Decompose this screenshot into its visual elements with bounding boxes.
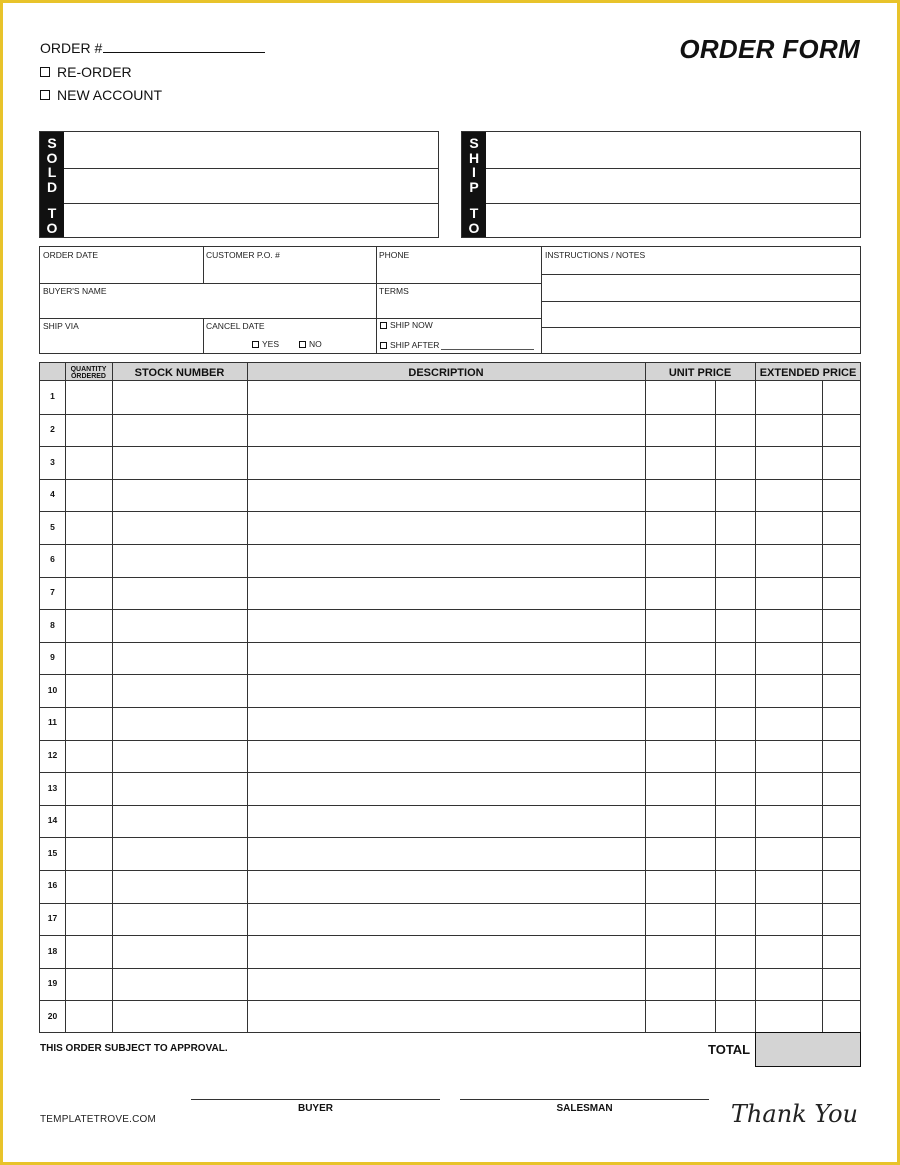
- ship-to-tab: [462, 132, 486, 237]
- row-divider: [40, 837, 860, 838]
- notes-line: [541, 301, 861, 302]
- extended-price-header: EXTENDED PRICE: [759, 366, 857, 379]
- instructions-label: INSTRUCTIONS / NOTES: [545, 250, 646, 260]
- row-divider: [40, 935, 860, 936]
- sold-to-letter: S: [47, 135, 57, 151]
- ship-to-letter: I: [472, 164, 476, 181]
- ship-now-option[interactable]: [380, 320, 433, 330]
- row-divider: [40, 577, 860, 578]
- row-number: 14: [47, 815, 58, 826]
- row-divider: [40, 968, 860, 969]
- row-divider: [40, 609, 860, 610]
- row-divider: [40, 740, 860, 741]
- row-divider: [40, 805, 860, 806]
- qty-header: [65, 363, 112, 382]
- terms-label: TERMS: [379, 286, 409, 296]
- new-account-label: NEW ACCOUNT: [57, 87, 162, 103]
- unit-price-header: UNIT PRICE: [668, 366, 732, 379]
- grid-line: [376, 247, 377, 353]
- row-divider: [40, 479, 860, 480]
- customer-po-label: CUSTOMER P.O. #: [206, 250, 280, 260]
- notes-line: [541, 327, 861, 328]
- no-option[interactable]: [299, 339, 322, 349]
- sold-to-letter: O: [46, 149, 58, 166]
- new-account-option[interactable]: [40, 87, 162, 103]
- order-number-label: ORDER #: [40, 40, 103, 56]
- table-body[interactable]: [39, 381, 861, 1033]
- row-number: 15: [47, 847, 58, 858]
- row-number: 16: [47, 880, 58, 891]
- row-divider: [40, 544, 860, 545]
- row-number: 6: [50, 554, 55, 565]
- row-number: 19: [47, 978, 58, 989]
- ship-after-label: SHIP AFTER: [390, 340, 440, 350]
- reorder-label: RE-ORDER: [57, 64, 132, 80]
- row-number: 4: [50, 489, 55, 500]
- new-account-checkbox[interactable]: [40, 90, 50, 100]
- grid-line: [40, 283, 541, 284]
- ship-now-label: SHIP NOW: [390, 320, 433, 330]
- sold-to-letter: O: [46, 219, 58, 236]
- row-number: 7: [50, 586, 55, 597]
- sold-to-line[interactable]: [64, 203, 438, 204]
- buyer-signature-line[interactable]: [191, 1099, 440, 1100]
- ship-to-letter: T: [469, 205, 479, 222]
- buyers-name-label: BUYER'S NAME: [43, 286, 107, 296]
- row-number: 3: [50, 456, 55, 467]
- total-field[interactable]: [755, 1032, 861, 1067]
- row-divider: [40, 772, 860, 773]
- sold-to-line[interactable]: [64, 168, 438, 169]
- row-number: 17: [47, 912, 58, 923]
- notes-line: [541, 274, 861, 275]
- row-number: 8: [50, 619, 55, 630]
- approval-note: THIS ORDER SUBJECT TO APPROVAL.: [40, 1043, 228, 1054]
- description-header: DESCRIPTION: [408, 366, 484, 379]
- reorder-checkbox[interactable]: [40, 67, 50, 77]
- row-divider: [40, 707, 860, 708]
- row-number: 20: [47, 1010, 58, 1021]
- row-number: 2: [50, 423, 55, 434]
- row-number: 9: [50, 652, 55, 663]
- total-label: TOTAL: [708, 1042, 751, 1057]
- grid-line: [203, 318, 204, 353]
- yes-checkbox[interactable]: [252, 341, 259, 348]
- qty-header-line1: QUANTITY: [70, 365, 107, 373]
- grid-line: [203, 247, 204, 283]
- yes-label: YES: [262, 339, 280, 349]
- row-divider: [40, 642, 860, 643]
- ship-after-option[interactable]: [380, 340, 439, 350]
- row-number: 11: [48, 717, 57, 728]
- row-divider: [40, 903, 860, 904]
- buyer-label: BUYER: [297, 1103, 333, 1114]
- page-title: ORDER FORM: [679, 34, 860, 64]
- row-divider: [40, 446, 860, 447]
- row-number: 18: [47, 945, 58, 956]
- phone-label: PHONE: [379, 250, 410, 260]
- row-divider: [40, 414, 860, 415]
- order-info-grid: [39, 246, 861, 354]
- reorder-option[interactable]: [40, 64, 132, 80]
- ship-to-letter: P: [469, 178, 479, 195]
- ship-to-box: [461, 131, 861, 238]
- table-header: [39, 362, 861, 381]
- ship-to-line[interactable]: [486, 168, 860, 169]
- sold-to-letter: L: [47, 164, 57, 181]
- grid-line: [541, 247, 542, 353]
- cancel-date-label: CANCEL DATE: [206, 321, 265, 331]
- brand-watermark: TEMPLATETROVE.COM: [40, 1114, 157, 1125]
- sold-to-box: [39, 131, 439, 238]
- sold-to-tab: [40, 132, 64, 237]
- ship-via-label: SHIP VIA: [43, 321, 79, 331]
- order-number-line[interactable]: [103, 39, 265, 53]
- order-number-field[interactable]: [40, 39, 265, 56]
- ship-to-letter: H: [468, 149, 480, 166]
- ship-to-letter: O: [468, 219, 480, 236]
- sold-to-letter: D: [46, 178, 58, 195]
- row-number: 1: [50, 391, 55, 402]
- row-number: 12: [47, 749, 58, 760]
- sold-to-letter: T: [47, 205, 57, 222]
- ship-now-checkbox[interactable]: [380, 322, 387, 329]
- order-date-label: ORDER DATE: [43, 250, 99, 260]
- ship-after-checkbox[interactable]: [380, 342, 387, 349]
- no-checkbox[interactable]: [299, 341, 306, 348]
- salesman-label: SALESMAN: [556, 1103, 613, 1114]
- ship-to-letter: S: [469, 135, 479, 151]
- row-divider: [40, 511, 860, 512]
- no-label: NO: [309, 339, 322, 349]
- row-number: 5: [50, 521, 55, 532]
- row-divider: [40, 674, 860, 675]
- yes-option[interactable]: [252, 339, 279, 349]
- qty-header-line2: ORDERED: [70, 372, 106, 380]
- grid-line: [40, 318, 541, 319]
- row-number: 10: [47, 684, 58, 695]
- salesman-signature-line[interactable]: [460, 1099, 709, 1100]
- stock-number-header: STOCK NUMBER: [134, 366, 225, 379]
- row-divider: [40, 870, 860, 871]
- thank-you-text: Thank You: [730, 1100, 858, 1128]
- row-number: 13: [47, 782, 58, 793]
- ship-to-line[interactable]: [486, 203, 860, 204]
- row-divider: [40, 1000, 860, 1001]
- ship-after-line[interactable]: [441, 349, 534, 350]
